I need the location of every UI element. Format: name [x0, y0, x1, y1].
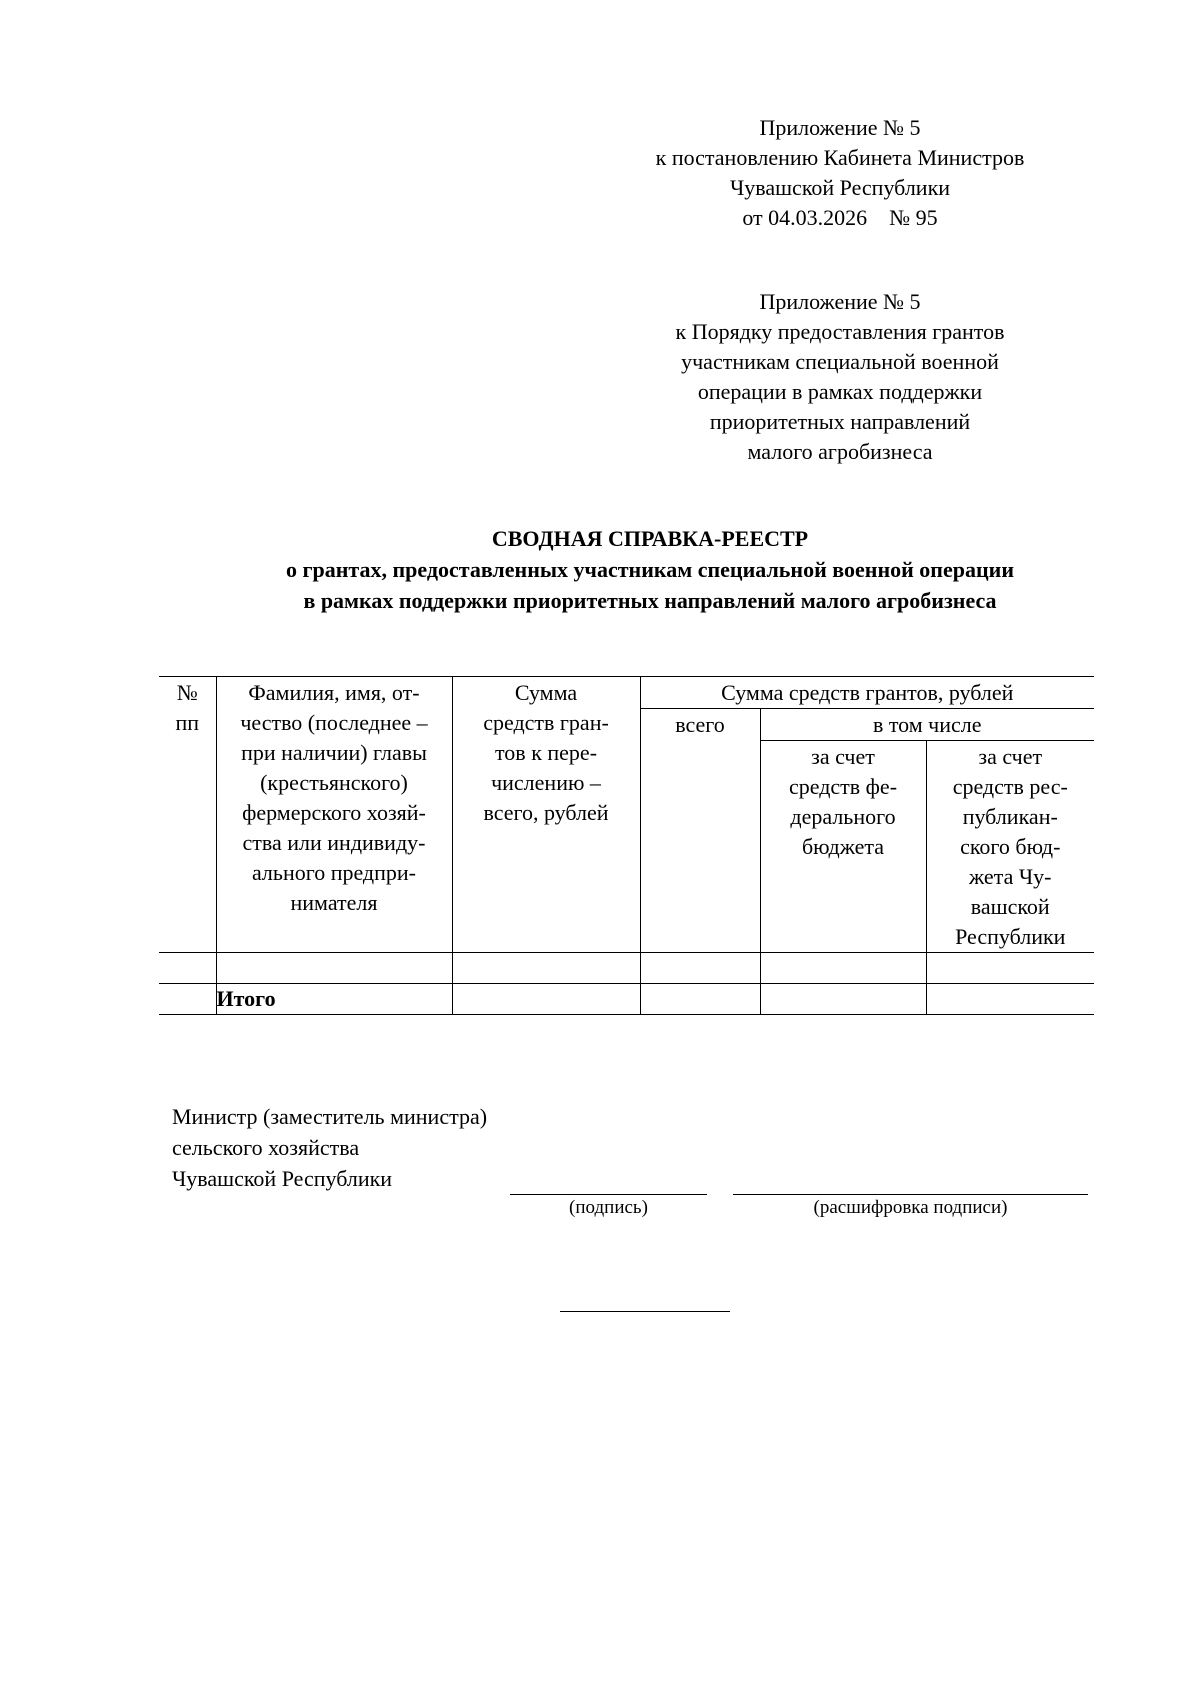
- signatory-block: [172, 1101, 487, 1194]
- table-cell[interactable]: [452, 984, 640, 1015]
- table-cell[interactable]: [926, 953, 1094, 984]
- appendix-date-number: от 04.03.2026 № 95: [742, 205, 938, 230]
- signature-caption: (подпись): [569, 1197, 648, 1218]
- signature-line[interactable]: [510, 1194, 707, 1195]
- appendix-procedure-line: к Порядку предоставления грантов: [675, 319, 1005, 344]
- title-subtitle-line: в рамках поддержки приоритетных направлений малого агробизнеса: [303, 588, 997, 613]
- header-republic-budget: за счет средств рес- публикан- ского бюд- жета Чу- вашской Республики: [926, 741, 1094, 953]
- signature-decode-caption: (расшифровка подписи): [813, 1197, 1008, 1218]
- appendix-number: Приложение № 5: [759, 289, 921, 314]
- appendix-procedure-reference: [620, 287, 1060, 467]
- table-cell[interactable]: [216, 953, 452, 984]
- appendix-procedure-line: участникам специальной военной: [681, 349, 999, 374]
- end-divider: [560, 1311, 730, 1312]
- table-cell[interactable]: [159, 953, 216, 984]
- header-including: в том числе: [760, 709, 1094, 741]
- appendix-procedure-line: приоритетных направлений: [709, 409, 971, 434]
- grants-registry-table: [159, 676, 1094, 1015]
- header-row-number: № пп: [159, 677, 216, 953]
- signature-decode-line[interactable]: [733, 1194, 1088, 1195]
- total-label: Итого: [216, 984, 452, 1015]
- appendix-procedure-line: малого агробизнеса: [747, 439, 933, 464]
- signatory-title-line: Чувашской Республики: [172, 1166, 393, 1191]
- appendix-number: Приложение № 5: [759, 115, 921, 140]
- table-cell[interactable]: [640, 984, 760, 1015]
- title-main: СВОДНАЯ СПРАВКА-РЕЕСТР: [491, 526, 809, 551]
- table-cell[interactable]: [760, 984, 926, 1015]
- title-subtitle-line: о грантах, предоставленных участникам специальной военной операции: [285, 557, 1015, 582]
- signatory-title-line: Министр (заместитель министра): [172, 1104, 488, 1129]
- header-federal-budget: за счет средств фе- дерального бюджета: [760, 741, 926, 953]
- document-title: [100, 523, 1200, 616]
- table-cell[interactable]: [159, 984, 216, 1015]
- header-grants-total: всего: [640, 709, 760, 953]
- appendix-resolution-reference: [620, 113, 1060, 233]
- table-cell[interactable]: [926, 984, 1094, 1015]
- header-grants-sum: Сумма средств грантов, рублей: [640, 677, 1094, 709]
- table-cell[interactable]: [640, 953, 760, 984]
- table-cell[interactable]: [760, 953, 926, 984]
- table-row: [159, 953, 1094, 984]
- signatory-title-line: сельского хозяйства: [172, 1135, 360, 1160]
- appendix-republic-line: Чувашской Республики: [729, 175, 951, 200]
- header-transfer-amount: Сумма средств гран- тов к пере- числению – всего, рублей: [452, 677, 640, 953]
- table-cell[interactable]: [452, 953, 640, 984]
- total-row: [159, 984, 1094, 1015]
- appendix-resolution-line: к постановлению Кабинета Министров: [655, 145, 1025, 170]
- appendix-procedure-line: операции в рамках поддержки: [697, 379, 983, 404]
- header-farm-head-name: Фамилия, имя, от- чество (последнее – при наличии) главы (крестьянского) фермерского хозяй- ства или индивиду- ального предпри- нимателя: [216, 677, 452, 953]
